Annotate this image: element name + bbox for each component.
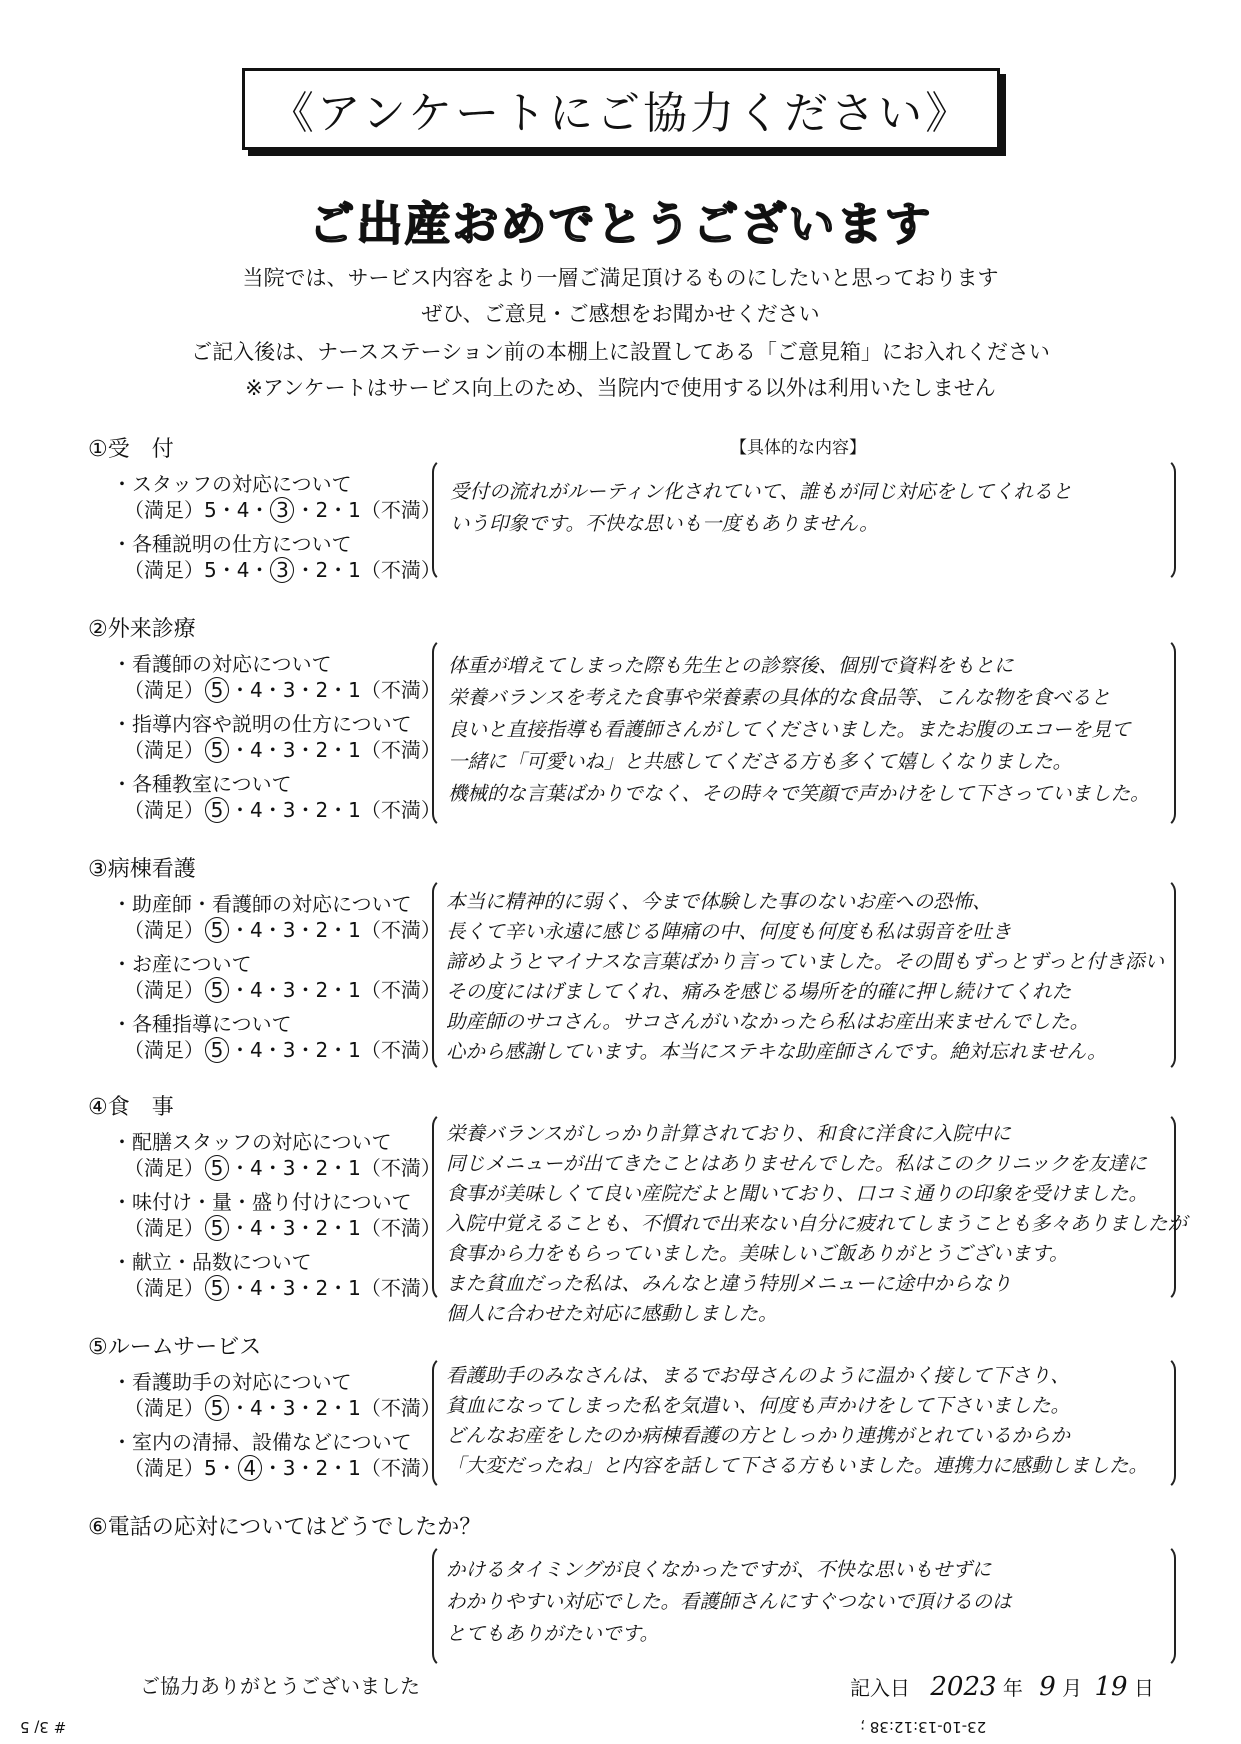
rating-row: （満足） 5 ・4・3・2・1（不満） [124, 798, 441, 822]
comment-line: どんなお産をしたのか病棟看護の方としっかり連携がとれているからか [446, 1424, 1071, 1447]
section-title: ⑤ルームサービス [88, 1335, 262, 1360]
detail-header: 【具体的な内容】 [730, 438, 866, 458]
comment-line: 長くて辛い永遠に感じる陣痛の中、何度も何度も私は弱音を吐き [446, 920, 1012, 943]
rating-selected: 3 [270, 557, 294, 583]
comment-line: 貧血になってしまった私を気遣い、何度も声かけをして下さいました。 [446, 1394, 1071, 1417]
rating-row: （満足） 5 ・4・3・2・1（不満） [124, 1276, 441, 1300]
comment-line: 食事から力をもらっていました。美味しいご飯ありがとうございます。 [446, 1242, 1069, 1265]
question-label: ・看護師の対応について [112, 652, 332, 676]
question-label: ・各種教室について [112, 772, 292, 796]
rating-selected: 5 [205, 1275, 229, 1301]
section-title: ③病棟看護 [88, 857, 196, 882]
fax-header: 23-10-13:12:38 ; [860, 1718, 987, 1736]
date-label: 記入日 [850, 1676, 910, 1700]
intro-line: 当院では、サービス内容をより一層ご満足頂けるものにしたいと思っております [242, 266, 999, 290]
comment-line: その度にはげましてくれ、痛みを感じる場所を的確に押し続けてくれた [446, 980, 1072, 1003]
congrats-banner: ご出産おめでとうございます [308, 197, 933, 251]
rating-selected: 4 [238, 1455, 262, 1481]
thanks-text: ご協力ありがとうございました [140, 1674, 420, 1698]
rating-selected: 5 [205, 677, 229, 703]
comment-line: 栄養バランスがしっかり計算されており、和食に洋食に入院中に [446, 1122, 1011, 1145]
comment-line: 一緒に「可愛いね」と共感してくださる方も多くて嬉しくなりました。 [448, 750, 1073, 773]
comment-line: 諦めようとマイナスな言葉ばかり言っていました。その間もずっとずっと付き添い [446, 950, 1164, 973]
rating-row: （満足） 5 ・4・3・2・1（不満） [124, 978, 441, 1002]
question-label: ・献立・品数について [112, 1250, 312, 1274]
comment-line: 栄養バランスを考えた食事や栄養素の具体的な食品等、こんな物を食べると [448, 686, 1111, 709]
question-label: ・配膳スタッフの対応について [112, 1130, 392, 1154]
date-year: 2023 [930, 1672, 997, 1702]
section-title: ①受 付 [88, 437, 174, 462]
section-title: ②外来診療 [88, 617, 196, 642]
page-mark: # 3/ 5 [20, 1718, 67, 1736]
question-label: ・指導内容や説明の仕方について [112, 712, 412, 736]
rating-row: （満足）5・ 4 ・3・2・1（不満） [124, 1456, 441, 1480]
comment-line: 「大変だったね」と内容を話して下さる方もいました。連携力に感動しました。 [446, 1454, 1149, 1477]
rating-selected: 5 [205, 797, 229, 823]
comment-line: いう印象です。不快な思いも一度もありません。 [450, 512, 879, 535]
comment-line: 本当に精神的に弱く、今まで体験した事のないお産への恐怖、 [446, 890, 992, 913]
comment-line: かけるタイミングが良くなかったですが、不快な思いもせずに [446, 1558, 992, 1581]
rating-row: （満足） 5 ・4・3・2・1（不満） [124, 1156, 441, 1180]
question-label: ・看護助手の対応について [112, 1370, 352, 1394]
question-label: ・お産について [112, 952, 252, 976]
question-label: ・助産師・看護師の対応について [112, 892, 412, 916]
section-title: ④食 事 [88, 1095, 174, 1120]
rating-selected: 5 [205, 1037, 229, 1063]
rating-row: （満足） 5 ・4・3・2・1（不満） [124, 918, 441, 942]
rating-row: （満足） 5 ・4・3・2・1（不満） [124, 1216, 441, 1240]
comment-line: 心から感謝しています。本当にステキな助産師さんです。絶対忘れません。 [446, 1040, 1107, 1063]
intro-line: ぜひ、ご意見・ご感想をお聞かせください [421, 302, 820, 326]
comment-line: 体重が増えてしまった際も先生との診察後、個別で資料をもとに [448, 654, 1014, 677]
comment-line: 同じメニューが出てきたことはありませんでした。私はこのクリニックを友達に [446, 1152, 1147, 1175]
question-label: ・室内の清掃、設備などについて [112, 1430, 412, 1454]
rating-row: （満足）5・4・ 3 ・2・1（不満） [124, 558, 441, 582]
section-title: ⑥電話の応対についてはどうでしたか？ [88, 1515, 482, 1540]
comment-line: とてもありがたいです。 [446, 1622, 659, 1645]
intro-line: ご記入後は、ナースステーション前の本棚上に設置してある「ご意見箱」にお入れください [191, 340, 1050, 364]
rating-selected: 3 [270, 497, 294, 523]
date-month: 9 [1039, 1672, 1056, 1702]
rating-row: （満足） 5 ・4・3・2・1（不満） [124, 1038, 441, 1062]
rating-row: （満足） 5 ・4・3・2・1（不満） [124, 1396, 441, 1420]
date-field: 記入日 2023 年 9 月 19 日 [850, 1672, 1154, 1702]
comment-line: わかりやすい対応でした。看護師さんにすぐつないで頂けるのは [446, 1590, 1012, 1613]
rating-row: （満足） 5 ・4・3・2・1（不満） [124, 678, 441, 702]
rating-selected: 5 [205, 1215, 229, 1241]
comment-line: 受付の流れがルーティン化されていて、誰もが同じ対応をしてくれると [450, 480, 1073, 503]
comment-line: 食事が美味しくて良い産院だよと聞いており、口コミ通りの印象を受けました。 [446, 1182, 1149, 1205]
rating-selected: 5 [205, 1395, 229, 1421]
page-title: 《アンケートにご協力ください》 [242, 68, 1000, 150]
comment-line: 助産師のサコさん。サコさんがいなかったら私はお産出来ませんでした。 [446, 1010, 1090, 1033]
comment-line: 個人に合わせた対応に感動しました。 [446, 1302, 778, 1325]
comment-line: 看護助手のみなさんは、まるでお母さんのように温かく接して下さり、 [446, 1364, 1070, 1387]
rating-row: （満足） 5 ・4・3・2・1（不満） [124, 738, 441, 762]
rating-row: （満足）5・4・ 3 ・2・1（不満） [124, 498, 441, 522]
date-day: 19 [1094, 1672, 1128, 1702]
rating-selected: 5 [205, 737, 229, 763]
comment-line: 機械的な言葉ばかりでなく、その時々で笑顔で声かけをして下さっていました。 [448, 782, 1150, 805]
question-label: ・各種指導について [112, 1012, 292, 1036]
rating-selected: 5 [205, 917, 229, 943]
comment-line: また貧血だった私は、みんなと違う特別メニューに途中からなり [446, 1272, 1012, 1295]
question-label: ・味付け・量・盛り付けについて [112, 1190, 412, 1214]
question-label: ・スタッフの対応について [112, 472, 352, 496]
question-label: ・各種説明の仕方について [112, 532, 352, 556]
rating-selected: 5 [205, 977, 229, 1003]
comment-line: 入院中覚えることも、不慣れで出来ない自分に疲れてしまうことも多々ありましたが [446, 1212, 1188, 1235]
comment-line: 良いと直接指導も看護師さんがしてくださいました。またお腹のエコーを見て [448, 718, 1131, 741]
rating-selected: 5 [205, 1155, 229, 1181]
intro-line: ※アンケートはサービス向上のため、当院内で使用する以外は利用いたしません [245, 376, 996, 400]
